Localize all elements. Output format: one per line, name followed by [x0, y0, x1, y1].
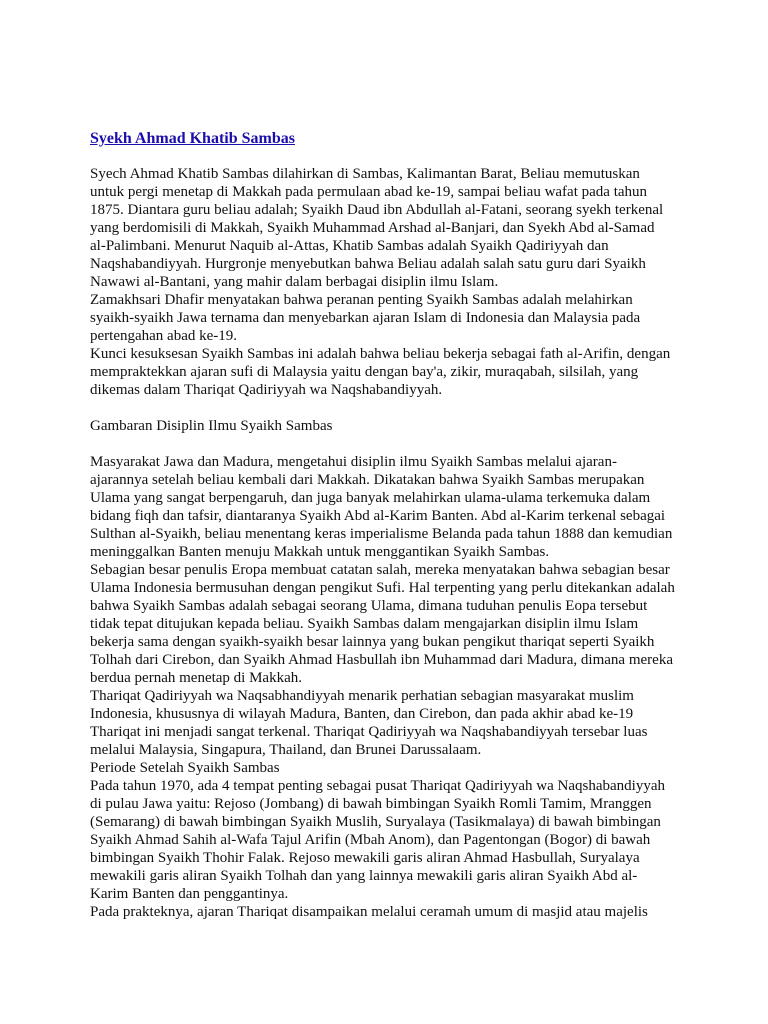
text-line: mempraktekkan ajaran sufi di Malaysia yaitu dengan bay'a, zikir, muraqabah, silsilah, yang	[90, 364, 639, 380]
text-line: dikemas dalam Thariqat Qadiriyyah wa Naqshabandiyyah.	[90, 382, 443, 398]
text-line: Ulama Indonesia bermusuhan dengan pengikut Sufi. Hal terpenting yang perlu ditekankan adalah	[90, 580, 675, 596]
article-title-link[interactable]: Syekh Ahmad Khatib Sambas	[90, 130, 295, 147]
text-line: Indonesia, khususnya di wilayah Madura, Banten, dan Cirebon, dan pada akhir abad ke-19	[90, 706, 634, 722]
text-line: yang berdomisili di Makkah, Syaikh Muhammad Arshad al-Banjari, dan Syekh Abd al-Samad	[90, 220, 655, 236]
text-line: Syech Ahmad Khatib Sambas dilahirkan di Sambas, Kalimantan Barat, Beliau memutuskan	[90, 166, 640, 182]
text-line: Kunci kesuksesan Syaikh Sambas ini adalah bahwa beliau bekerja sebagai fath al-Arifin, dengan	[90, 346, 671, 362]
text-line: 1875. Diantara guru beliau adalah; Syaikh Daud ibn Abdullah al-Fatani, seorang syekh terkenal	[90, 202, 664, 218]
text-line: Masyarakat Jawa dan Madura, mengetahui disiplin ilmu Syaikh Sambas melalui ajaran-	[90, 454, 617, 470]
text-line: melalui Malaysia, Singapura, Thailand, dan Brunei Darussalaam.	[90, 742, 482, 758]
text-line: Thariqat ini menjadi sangat terkenal. Thariqat Qadiriyyah wa Naqshabandiyyah tersebar luas	[90, 724, 648, 740]
text-line: Pada prakteknya, ajaran Thariqat disampaikan melalui ceramah umum di masjid atau majelis	[90, 904, 648, 920]
text-line: Periode Setelah Syaikh Sambas	[90, 760, 280, 776]
text-line: berdua pernah menetap di Makkah.	[90, 670, 302, 686]
text-line: Sulthan al-Syaikh, beliau menentang keras imperialisme Belanda pada tahun 1888 dan kemudian	[90, 526, 673, 542]
text-line: Tolhah dari Cirebon, dan Syaikh Ahmad Hasbullah ibn Muhammad dari Madura, dimana mereka	[90, 652, 673, 668]
text-line: ajarannya setelah beliau kembali dari Makkah. Dikatakan bahwa Syaikh Sambas merupakan	[90, 472, 645, 488]
text-line: bekerja sama dengan syaikh-syaikh besar lainnya yang bukan pengikut thariqat seperti Syaikh	[90, 634, 655, 650]
text-line: tidak tepat ditujukan kepada beliau. Syaikh Sambas dalam mengajarkan disiplin ilmu Islam	[90, 616, 639, 632]
text-line: Thariqat Qadiriyyah wa Naqsabhandiyyah menarik perhatian sebagian masyarakat muslim	[90, 688, 634, 704]
text-line: Pada tahun 1970, ada 4 tempat penting sebagai pusat Thariqat Qadiriyyah wa Naqshabandiyyah	[90, 778, 665, 794]
text-line: meninggalkan Banten menuju Makkah untuk menggantikan Syaikh Sambas.	[90, 544, 550, 560]
text-line: Sebagian besar penulis Eropa membuat catatan salah, mereka menyatakan bahwa sebagian besar	[90, 562, 670, 578]
text-line: bidang fiqh dan tafsir, diantaranya Syaikh Abd al-Karim Banten. Abd al-Karim terkenal sebagai	[90, 508, 666, 524]
text-line: untuk pergi menetap di Makkah pada permulaan abad ke-19, sampai beliau wafat pada tahun	[90, 184, 648, 200]
text-line: bahwa Syaikh Sambas adalah sebagai seorang Ulama, dimana tuduhan penulis Eopa tersebut	[90, 598, 648, 614]
text-line: Naqshabandiyyah. Hurgronje menyebutkan bahwa Beliau adalah salah satu guru dari Syaikh	[90, 256, 646, 272]
text-line: (Semarang) di bawah bimbingan Syaikh Muslih, Suryalaya (Tasikmalaya) di bawah bimbingan	[90, 814, 661, 830]
text-line: pertengahan abad ke-19.	[90, 328, 238, 344]
text-line: Karim Banten dan penggantinya.	[90, 886, 289, 902]
text-line: mewakili garis aliran Syaikh Tolhah dan yang lainnya mewakili garis aliran Syaikh Abd al-	[90, 868, 638, 884]
text-line: di pulau Jawa yaitu: Rejoso (Jombang) di bawah bimbingan Syaikh Romli Tamim, Mranggen	[90, 796, 652, 812]
text-line: bimbingan Syaikh Thohir Falak. Rejoso mewakili garis aliran Ahmad Hasbullah, Suryalaya	[90, 850, 640, 866]
text-line: Nawawi al-Bantani, yang mahir dalam berbagai disiplin ilmu Islam.	[90, 274, 499, 290]
text-line: syaikh-syaikh Jawa ternama dan menyebarkan ajaran Islam di Indonesia dan Malaysia pada	[90, 310, 641, 326]
text-line: Syaikh Ahmad Sahih al-Wafa Tajul Arifin (Mbah Anom), dan Pagentongan (Bogor) di bawah	[90, 832, 651, 848]
text-line: Zamakhsari Dhafir menyatakan bahwa peranan penting Syaikh Sambas adalah melahirkan	[90, 292, 633, 308]
text-line: Ulama yang sangat berpengaruh, dan juga banyak melahirkan ulama-ulama terkemuka dalam	[90, 490, 651, 506]
text-line: Gambaran Disiplin Ilmu Syaikh Sambas	[90, 418, 333, 434]
text-line: al-Palimbani. Menurut Naquib al-Attas, Khatib Sambas adalah Syaikh Qadiriyyah dan	[90, 238, 609, 254]
